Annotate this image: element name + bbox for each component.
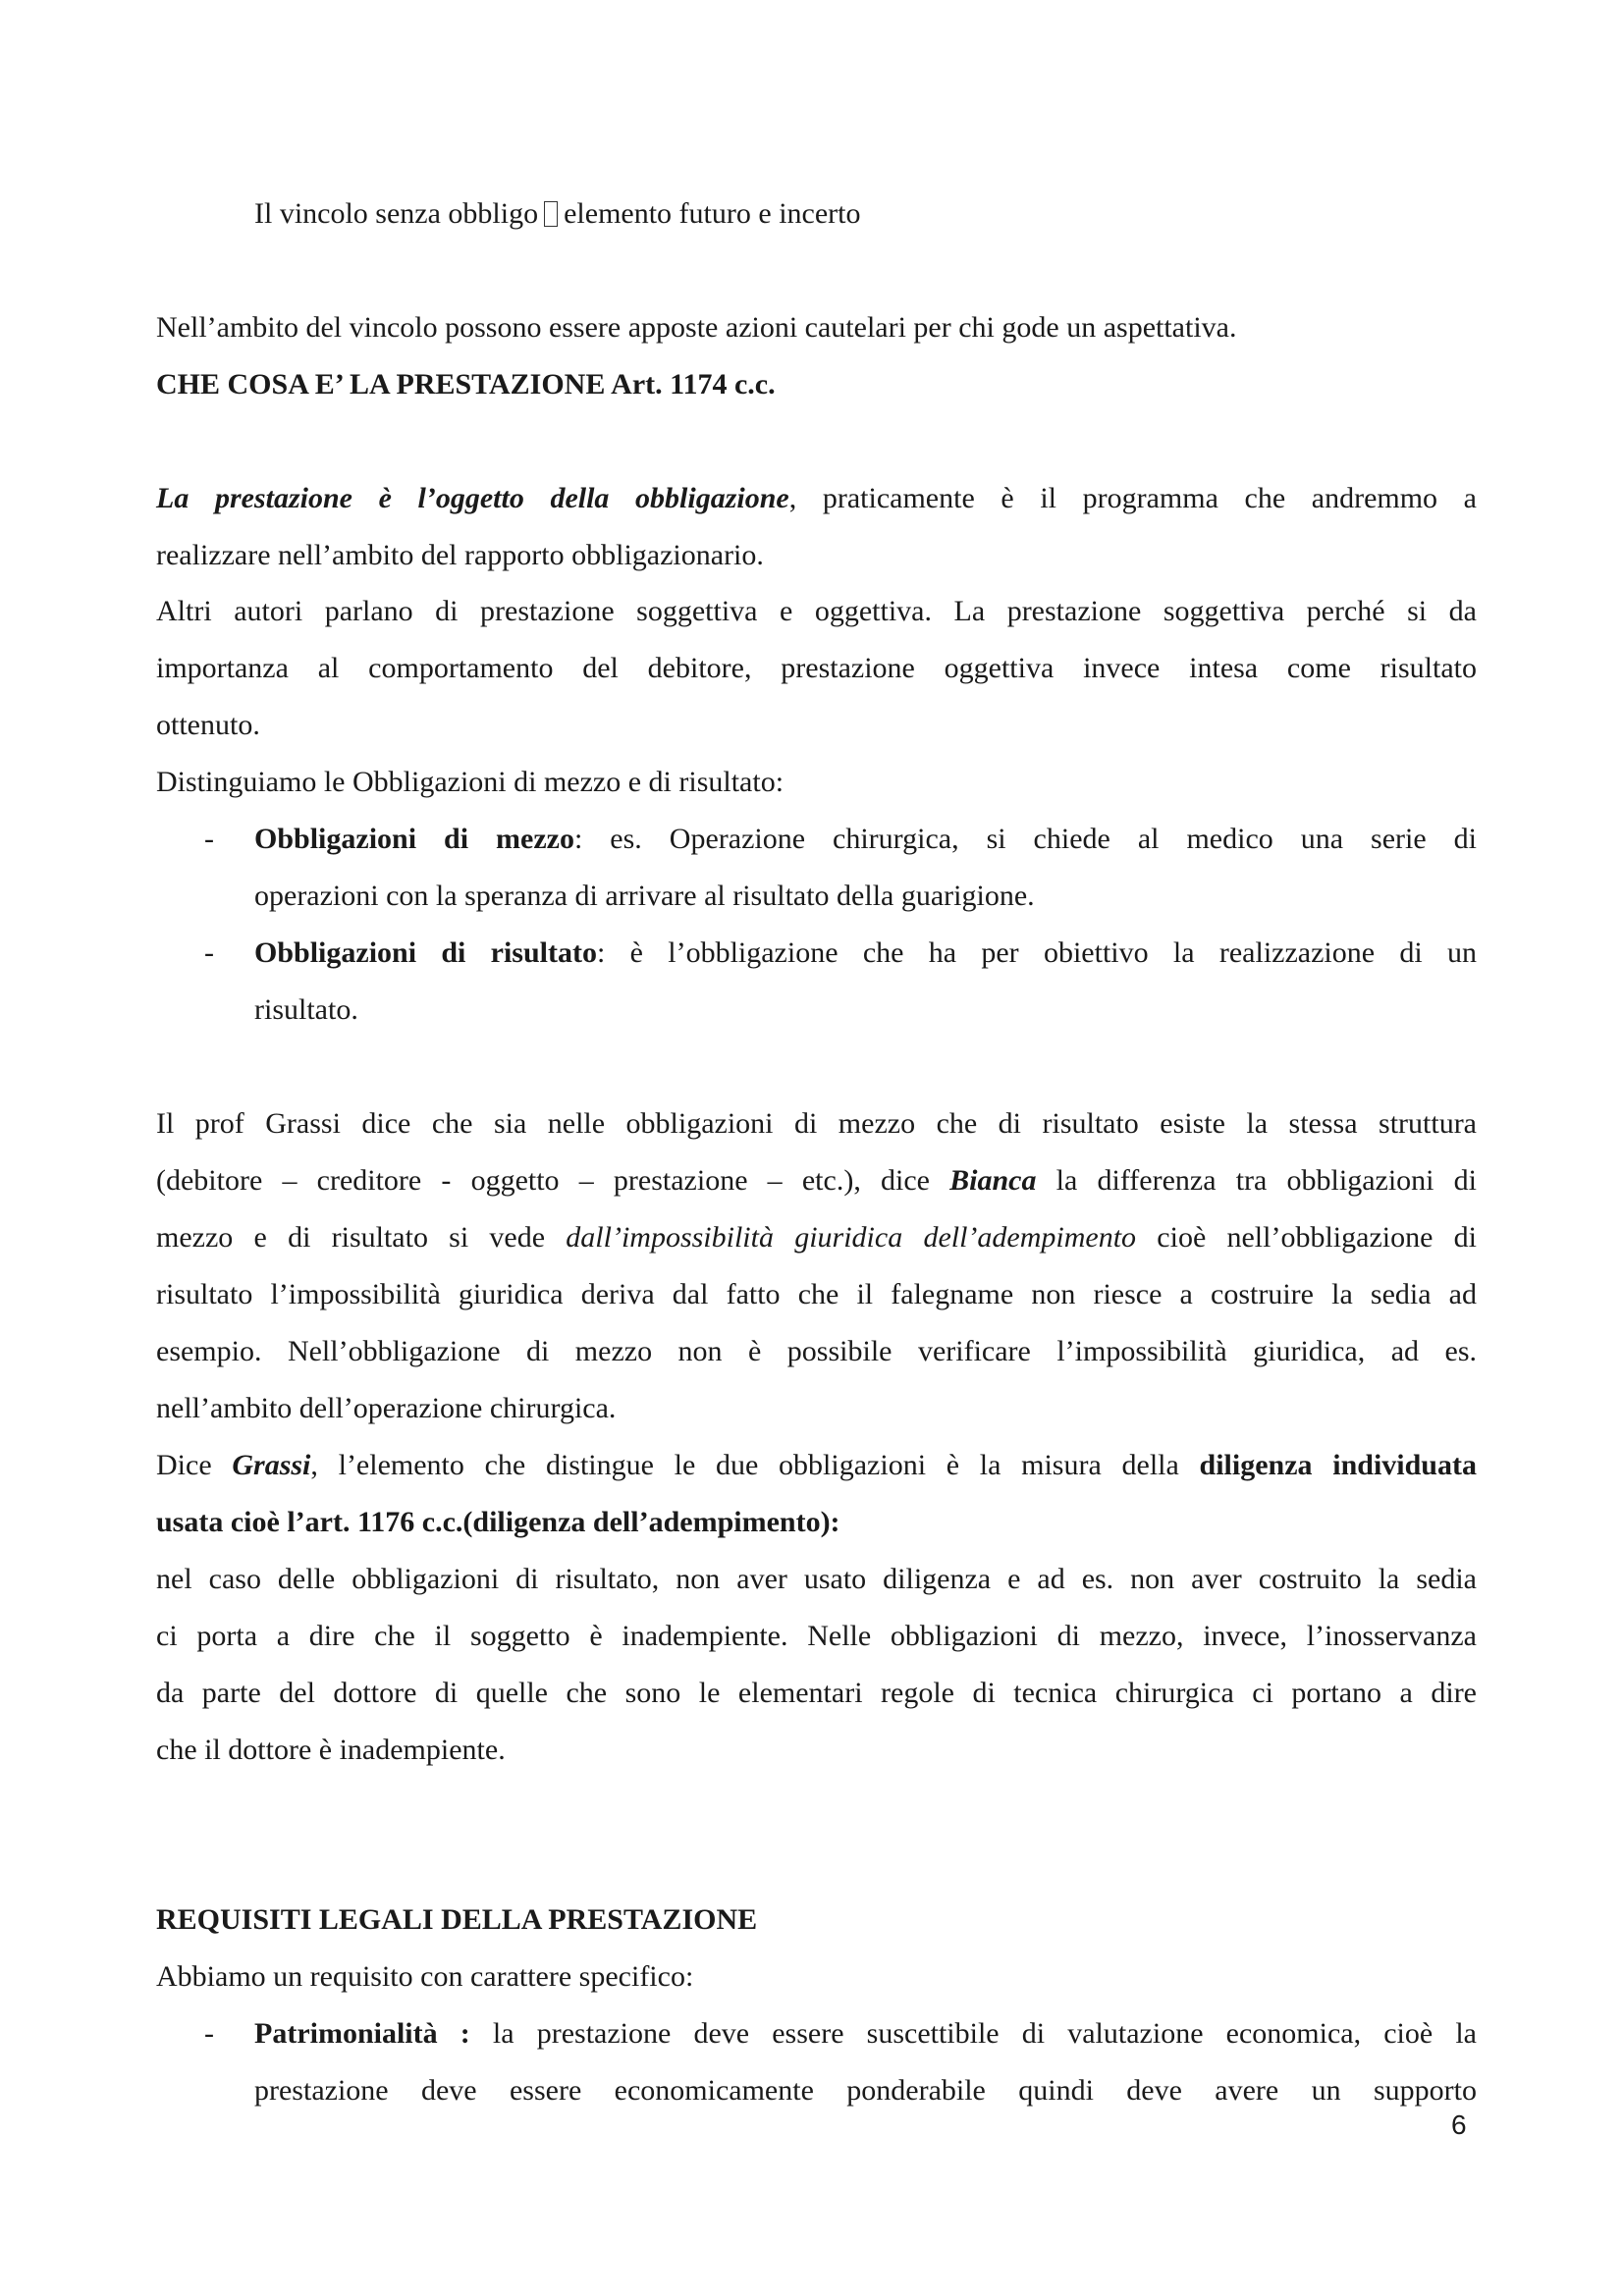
- text-span: : es. Operazione chirurgica, si chiede al medico una serie di: [573, 823, 1478, 855]
- list-bullet: -: [204, 823, 214, 855]
- bold-text: diligenza individuata: [1199, 1449, 1477, 1481]
- list-item: [254, 935, 1477, 971]
- text-span: , praticamente è il programma che andremmo a: [788, 482, 1477, 514]
- emphasis-text: La prestazione è l’oggetto della obbligazione: [156, 482, 789, 514]
- list-item: [254, 2016, 1477, 2052]
- term-text: Obbligazioni di risultato: [254, 936, 597, 969]
- text-line: risultato l’impossibilità giuridica deriva dal fatto che il falegname non riesce a costruire la sedia ad: [156, 1278, 1477, 1310]
- missing-glyph-icon: [544, 201, 558, 227]
- text-span: : è l’obbligazione che ha per obiettivo la realizzazione di un: [597, 936, 1478, 969]
- text-span: cioè nell’obbligazione di: [1136, 1221, 1477, 1254]
- page-number: 6: [1451, 2109, 1467, 2140]
- text-line: [156, 1448, 1477, 1483]
- text-span: la differenza tra obbligazioni di: [1036, 1164, 1478, 1197]
- list-item: [254, 822, 1477, 857]
- section-heading: CHE COSA E’ LA PRESTAZIONE Art. 1174 c.c.: [156, 368, 776, 400]
- emphasis-text: Grassi: [232, 1449, 311, 1481]
- text-line: realizzare nell’ambito del rapporto obbligazionario.: [156, 539, 764, 571]
- text-line: [156, 1220, 1477, 1255]
- text-line: operazioni con la speranza di arrivare al risultato della guarigione.: [254, 880, 1035, 912]
- text-line: ci porta a dire che il soggetto è inadempiente. Nelle obbligazioni di mezzo, invece, l’inosservanza: [156, 1620, 1477, 1652]
- text-line: [156, 1163, 1477, 1199]
- section-heading: REQUISITI LEGALI DELLA PRESTAZIONE: [156, 1903, 758, 1936]
- text-line: risultato.: [254, 993, 358, 1026]
- text-line: [254, 196, 1477, 232]
- text-span: Dice: [156, 1449, 233, 1481]
- emphasis-text: Bianca: [949, 1164, 1037, 1197]
- list-bullet: -: [204, 936, 214, 969]
- text-line: Nell’ambito del vincolo possono essere apposte azioni cautelari per chi gode un aspettativa.: [156, 311, 1237, 344]
- term-text: Obbligazioni di mezzo: [254, 823, 574, 855]
- text-line: Distinguiamo le Obbligazioni di mezzo e di risultato:: [156, 766, 784, 798]
- text-line: Abbiamo un requisito con carattere specifico:: [156, 1960, 694, 1993]
- text-span: la prestazione deve essere suscettibile di valutazione economica, cioè la: [469, 2017, 1477, 2050]
- text-line: importanza al comportamento del debitore, prestazione oggettiva invece intesa come risultato: [156, 652, 1477, 684]
- text-line: esempio. Nell’obbligazione di mezzo non è possibile verificare l’impossibilità giuridica, ad es.: [156, 1335, 1477, 1367]
- term-text: Patrimonialità :: [254, 2017, 470, 2050]
- text-line: Altri autori parlano di prestazione soggettiva e oggettiva. La prestazione soggettiva perché si da: [156, 595, 1477, 627]
- list-bullet: -: [204, 2017, 214, 2050]
- text-line: ottenuto.: [156, 709, 260, 741]
- text-span: elemento futuro e incerto: [564, 197, 861, 230]
- text-span: , l’elemento che distingue le due obbligazioni è la misura della: [310, 1449, 1200, 1481]
- text-line: Il prof Grassi dice che sia nelle obbligazioni di mezzo che di risultato esiste la stessa struttura: [156, 1107, 1477, 1140]
- text-line: prestazione deve essere economicamente ponderabile quindi deve avere un supporto: [254, 2074, 1477, 2107]
- text-line: da parte del dottore di quelle che sono le elementari regole di tecnica chirurgica ci portano a dire: [156, 1677, 1477, 1709]
- italic-text: dall’impossibilità giuridica dell’adempimento: [566, 1221, 1137, 1254]
- text-span: Il vincolo senza obbligo: [254, 197, 539, 230]
- text-line: [156, 481, 1477, 516]
- text-line: che il dottore è inadempiente.: [156, 1734, 506, 1766]
- text-line: usata cioè l’art. 1176 c.c.(diligenza dell’adempimento):: [156, 1506, 840, 1538]
- text-line: nell’ambito dell’operazione chirurgica.: [156, 1392, 617, 1424]
- text-line: nel caso delle obbligazioni di risultato, non aver usato diligenza e ad es. non aver costruito la sedia: [156, 1563, 1477, 1595]
- text-span: (debitore – creditore - oggetto – prestazione – etc.), dice: [156, 1164, 950, 1197]
- text-span: mezzo e di risultato si vede: [156, 1221, 567, 1254]
